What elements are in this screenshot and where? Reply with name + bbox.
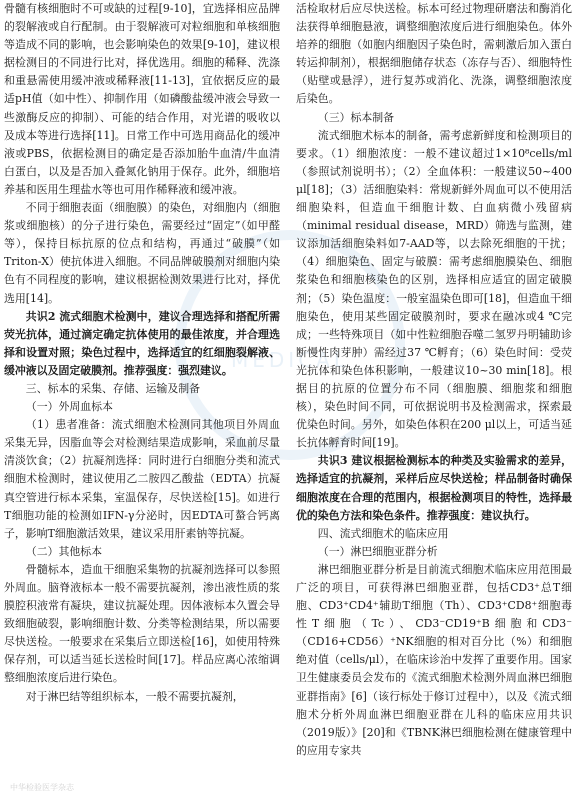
paragraph-other-specimens: 骨髓标本，造血干细胞采集物的抗凝剂选择可以参照外周血。脑脊液标本一般不需要抗凝剂，渗出液性质的浆膜腔积液常有凝块，建议抗凝处理。因体液标本久置会导致细胞破裂，影响细胞计数、分类等检测结果，所以需要尽快送检。一般要求在采集后立即送检[16]，如使用特殊保存剂，可以适当延长送检时间[17]。样品应离心浓缩调整细胞浓度后进行染色。: [4, 562, 280, 685]
paragraph-tissue-continued: 活检取材后应尽快送检。标本可经过物理研磨法和酶消化法获得单细胞悬液，调整细胞浓度后进行细胞染色。体外培养的细胞（如胞内细胞因子染色时，需刺激后加入蛋白转运抑制剂），根据细胞储存状态（冻存与否）、细胞特性（贴壁或悬浮），进行复苏或消化、洗涤，调整细胞浓度后染色。: [296, 2, 572, 106]
footer-journal-mark: 中华检验医学杂志: [10, 783, 74, 792]
subsection-heading-preparation: （三）标本制备: [317, 110, 395, 124]
section-heading-specimen: 三、标本的采集、存储、运输及制备: [25, 381, 201, 395]
paragraph-lymph-node: 对于淋巴结等组织标本，一般不需要抗凝剂，: [25, 689, 244, 703]
left-column: [4, 0, 280, 706]
subsection-heading-other-specimens: （二）其他标本: [25, 544, 103, 558]
subsection-heading-lymphocyte: （一）淋巴细胞亚群分析: [317, 544, 438, 558]
paragraph-preparation: 流式细胞术标本的制备，需考虑新鲜度和检测项目的要求。（1）细胞浓度：一般不建议超过1×10⁸cells/ml（参照试剂说明书）；（2）全血体积：一般建议50~400 μl[18]；（3）活细胞染料：常规新鲜外周血可以不使用活细胞染料，但造血干细胞计数、白血病微小残留病（minimal residual disease，MRD）筛选与监测，建议添加活细胞染料如7-AAD等，以去除死细胞的干扰；（4）细胞染色、固定与破膜：需考虑细胞膜染色、细胞浆染色和细胞核染色的区别，选择相应适宜的固定破膜剂；（5）染色温度：一般室温染色即可[18]，但造血干细胞染色，使用某些固定破膜剂时，要求在融冰或4 ℃完成；一些特殊项目（如中性粒细胞吞噬二氢罗丹明辅助诊断慢性肉芽肿）需经过37 ℃孵育；（6）染色时间：受荧光抗体和染色体积影响，一般建议10~30 min[18]。根据目的抗原的位置分布不同（细胞膜、细胞浆和细胞核），染色时间不同，可依据说明书及检测需求，探索最优染色时间。另外，如染色体积在200 μl以上，可适当延长抗体孵育时间[19]。: [296, 128, 572, 450]
paragraph-peripheral-blood: （1）患者准备：流式细胞术检测同其他项目外周血采集无异，因脂血等会对检测结果造成影响，采血前尽量清淡饮食；（2）抗凝剂选择：同时进行白细胞分类和流式细胞术检测时，建议使用乙二胺四乙酸盐（EDTA）抗凝真空管进行标本采集，室温保存，尽快送检[15]。如进行T细胞功能的检测如IFN-γ分泌时，因EDTA可螯合钙离子，影响T细胞激活效果，建议采用肝素钠等抗凝。: [4, 418, 280, 540]
paragraph-permeabilization: 不同于细胞表面（细胞膜）的染色，对细胞内（细胞浆或细胞核）的分子进行染色，需要经过“固定”（如甲醛等），保持目标抗原的位点和结构，再通过“破膜”（如Triton-X）使抗体进入细胞。不同品牌破膜剂对细胞内染色有不同程度的影响，建议根据检测效果进行比对，择优选用[14]。: [4, 201, 280, 305]
paragraph-lymphocyte: 淋巴细胞亚群分析是目前流式细胞术临床应用范围最广泛的项目，可获得淋巴细胞亚群，包括CD3⁺总T细胞、CD3⁺CD4⁺辅助T细胞（Th）、CD3⁺CD8⁺细胞毒性T细胞（Tc）、CD3⁻CD19⁺B细胞和CD3⁻（CD16+CD56）⁺NK细胞的相对百分比（%）和细胞绝对值（cells/μl），在临床诊治中发挥了重要作用。国家卫生健康委员会发布的《流式细胞术检测外周血淋巴细胞亚群指南》[6]（该行标处于修订过程中），以及《流式细胞术分析外周血淋巴细胞亚群在儿科的临床应用共识（2019版）》[20]和《TBNK淋巴细胞检测在健康管理中的应用专家共: [296, 562, 572, 757]
consensus-2: 共识2 流式细胞术检测中，建议合理选择和搭配所需荧光抗体，通过滴定确定抗体使用的最佳浓度，并合理选择和设置对照；染色过程中，选择适宜的红细胞裂解液、缓冲液以及固定破膜剂。推荐强度：强烈建议。: [4, 309, 280, 377]
consensus-3: 共识3 建议根据检测标本的种类及实验需求的差异，选择适宜的抗凝剂，采样后应尽快送检；样品制备时确保细胞浓度在合理的范围内，根据检测项目的特性，选择最优的染色方法和染色条件。推荐强度：建议执行。: [296, 454, 572, 522]
subsection-heading-peripheral-blood: （一）外周血标本: [25, 400, 113, 414]
right-column: [296, 0, 572, 760]
section-heading-clinical: 四、流式细胞术的临床应用: [317, 526, 449, 540]
watermark-text: MEDICAL: [231, 348, 349, 372]
paragraph-reagents: 骨髓有核细胞时不可或缺的过程[9-10]，宜选择相应品牌的裂解液或自行配制。由于裂解液可对粒细胞和单核细胞等造成不同的影响，也会影响染色的效果[9-10]，建议根据检测目的不同进行比对，择优选用。细胞的稀释、洗涤和重悬需使用缓冲液或稀释液[11-13]，宜依据反应的最适pH值（如中性）、抑制作用（如磷酸盐缓冲液会导致一些激酶反应的抑制）、可能的结合作用，对光谱的吸收以及成本等进行选择[11]。日常工作中可选用商品化的缓冲液或PBS，依据检测目的确定是否添加胎牛血清/牛血清白蛋白，以及是否加入叠氮化钠用于保存。此外，细胞培养基和医用生理盐水等也可用作稀释液和缓冲液。: [4, 2, 280, 196]
